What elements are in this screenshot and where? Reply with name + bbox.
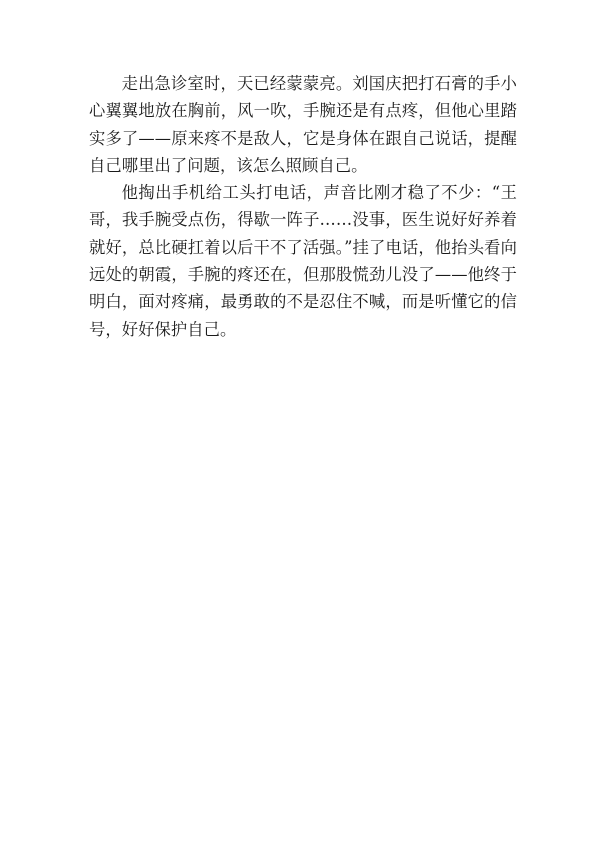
body-text [89,70,517,343]
paragraph-2: 他掏出手机给工头打电话，声音比刚才稳了不少：“王哥，我手腕受点伤，得歇一阵子……没事，医生说好好养着就好，总比硬扛着以后干不了活强。”挂了电话，他抬头看向远处的朝霞，手腕的疼还在，但那股慌劲儿没了——他终于明白，面对疼痛，最勇敢的不是忍住不喊，而是听懂它的信号，好好保护自己。 [89,183,517,339]
paragraph-1: 走出急诊室时，天已经蒙蒙亮。刘国庆把打石膏的手小心翼翼地放在胸前，风一吹，手腕还是有点疼，但他心里踏实多了——原来疼不是敌人，它是身体在跟自己说话，提醒自己哪里出了问题，该怎么照顾自己。 [89,74,517,175]
